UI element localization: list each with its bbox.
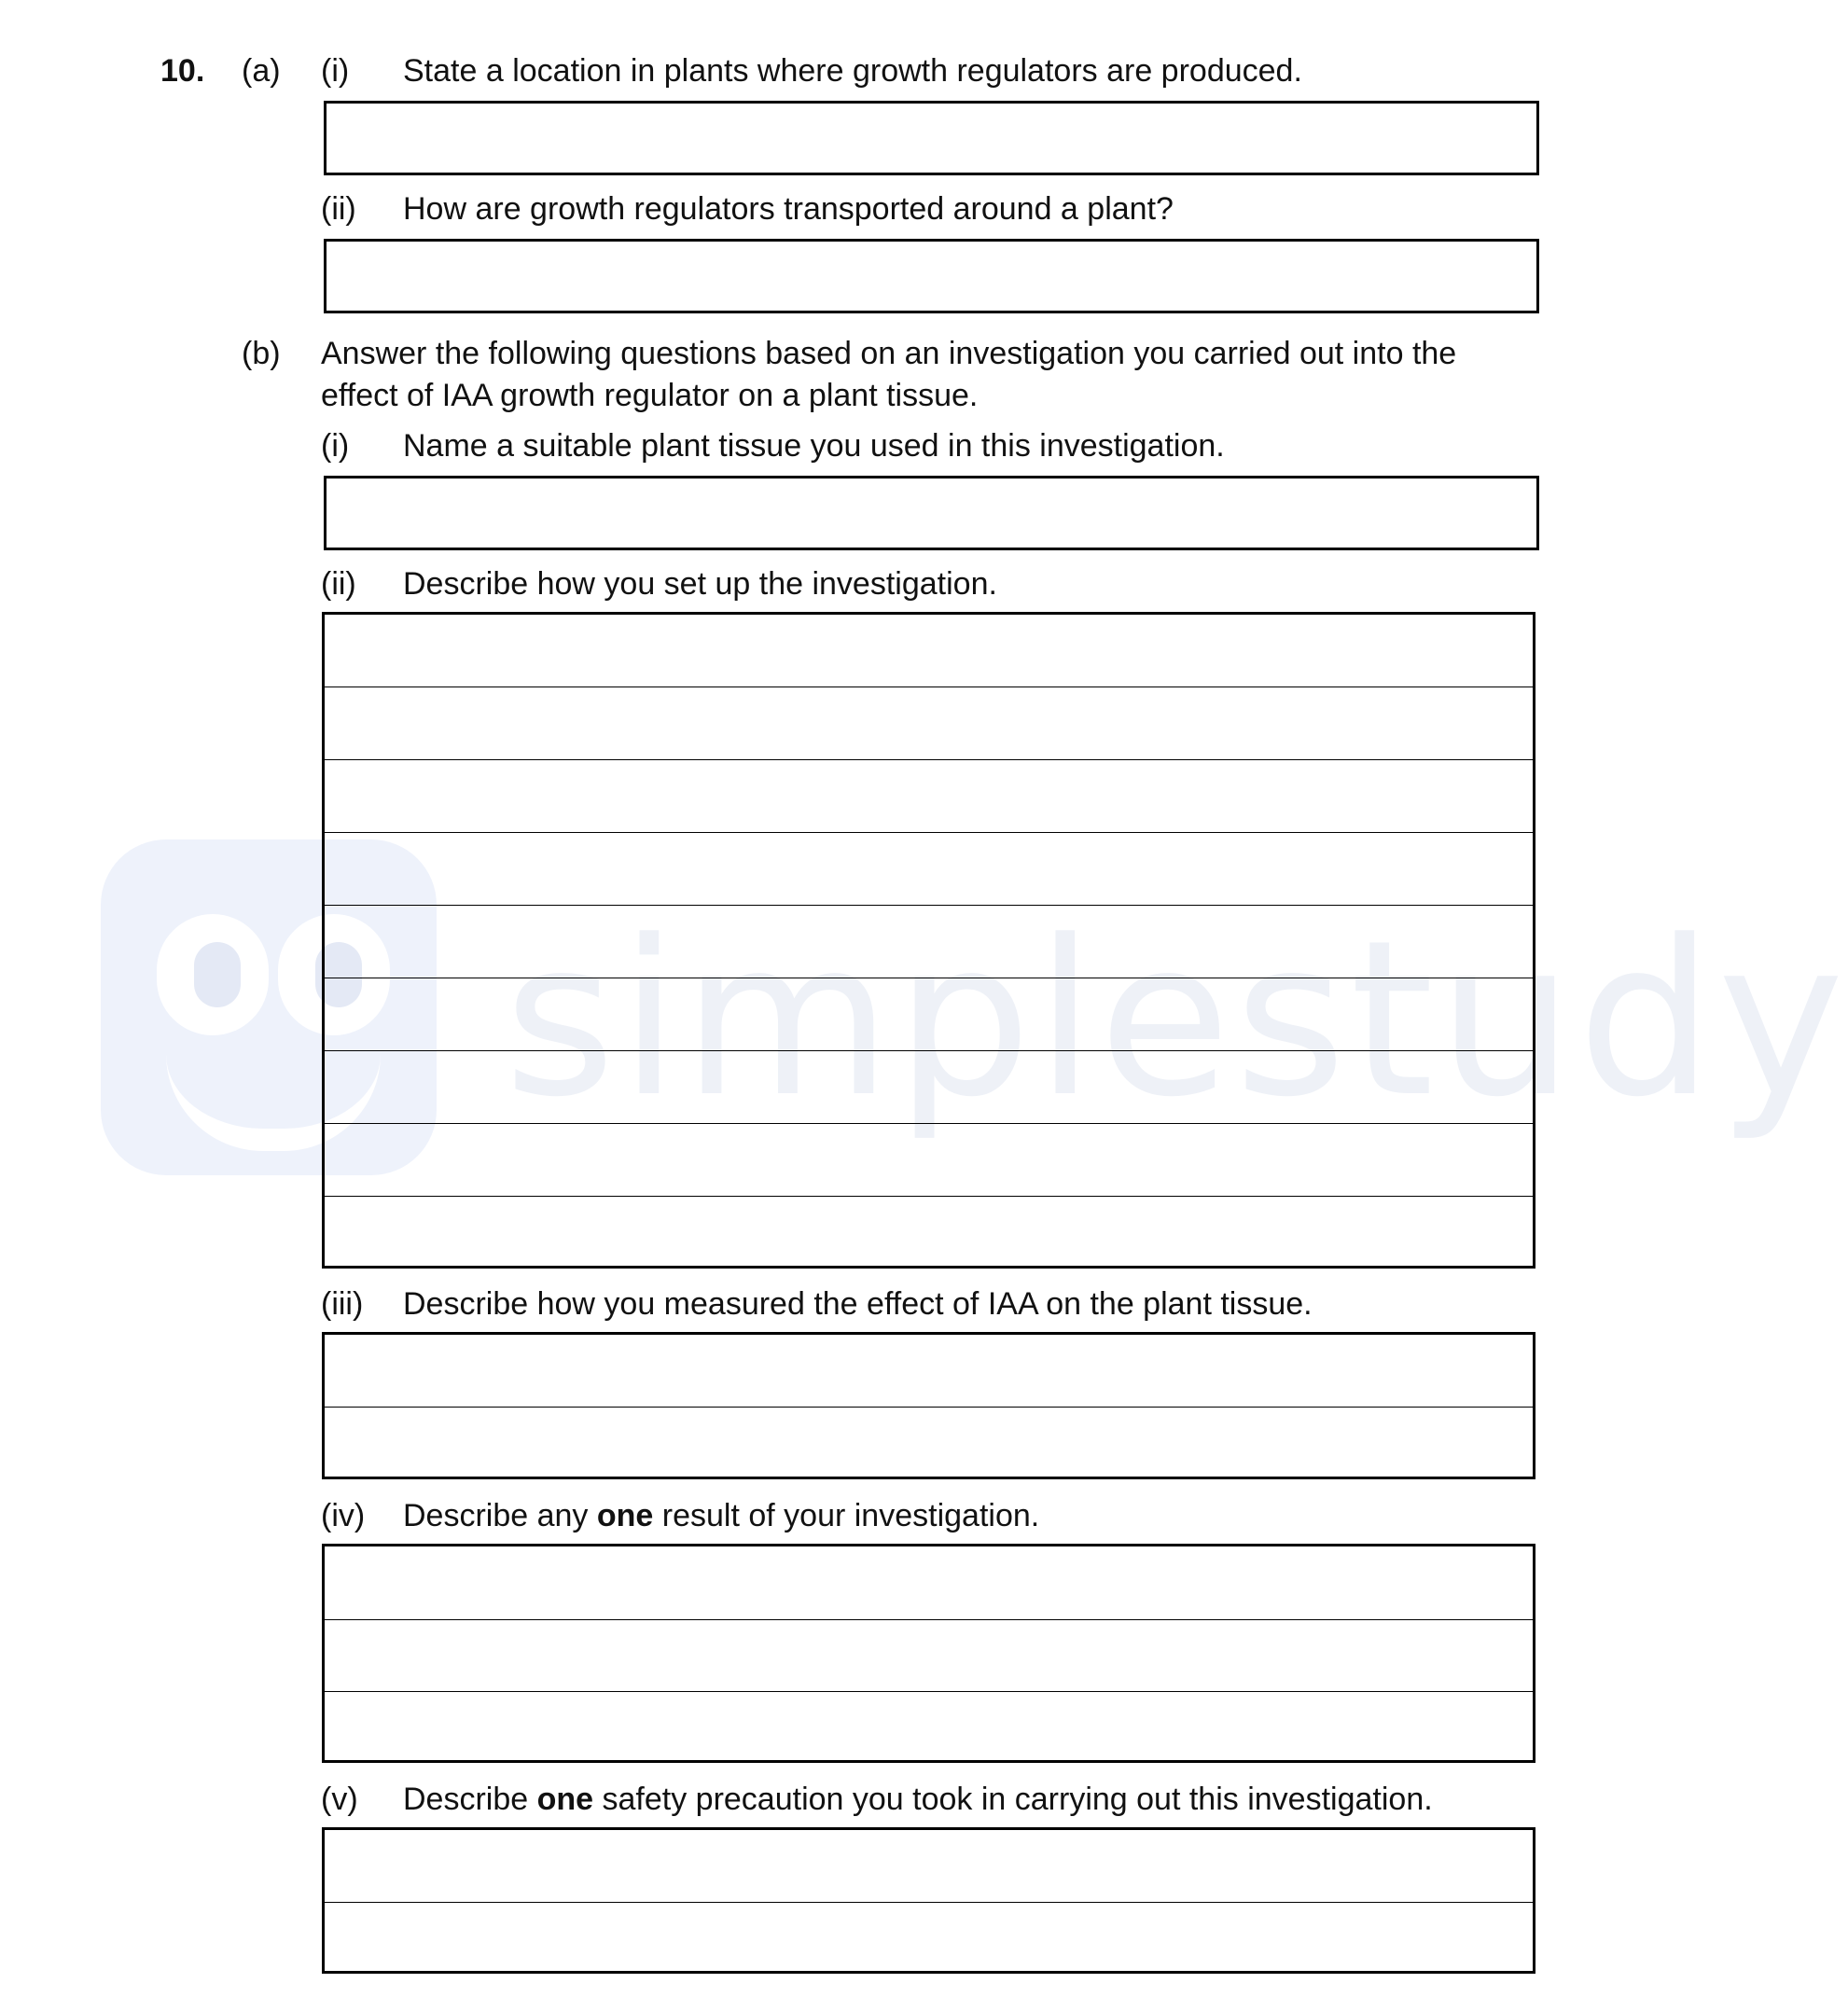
answer-box-a-ii[interactable] [324, 239, 1539, 313]
ruled-line [325, 1407, 1533, 1408]
part-b-ii-prompt: Describe how you set up the investigation. [403, 566, 997, 602]
ruled-line [325, 1902, 1533, 1903]
part-b-i-prompt: Name a suitable plant tissue you used in this investigation. [403, 428, 1225, 464]
part-b-iv-prompt-start: Describe any [403, 1498, 597, 1533]
part-b-label: (b) [242, 336, 281, 371]
question-number: 10. [160, 53, 205, 89]
ruled-line [325, 1123, 1533, 1124]
part-b-v-prompt-end: safety precaution you took in carrying out this investigation. [593, 1782, 1433, 1817]
part-a-ii-number: (ii) [321, 191, 356, 227]
part-a-ii-prompt: How are growth regulators transported around a plant? [403, 191, 1174, 227]
ruled-line [325, 905, 1533, 906]
answer-box-b-v[interactable] [322, 1827, 1535, 1974]
part-b-intro-line1: Answer the following questions based on an investigation you carried out into the [321, 336, 1457, 371]
part-b-iv-prompt [403, 1495, 1039, 1536]
part-b-iv-number: (iv) [321, 1498, 366, 1533]
ruled-line [325, 1691, 1533, 1692]
ruled-line [325, 1050, 1533, 1051]
part-b-iii-number: (iii) [321, 1286, 364, 1322]
part-b-i-number: (i) [321, 428, 350, 464]
part-b-intro-line2: effect of IAA growth regulator on a plant tissue. [321, 378, 979, 413]
part-b-v-prompt [403, 1779, 1433, 1820]
ruled-line [325, 1619, 1533, 1620]
part-b-v-number: (v) [321, 1782, 358, 1817]
watermark-text: simplestudy [504, 895, 1848, 1144]
part-b-v-prompt-start: Describe [403, 1782, 537, 1817]
ruled-line [325, 1196, 1533, 1197]
ruled-line [325, 759, 1533, 760]
answer-box-b-iii[interactable] [322, 1332, 1535, 1479]
part-b-iv-prompt-end: result of your investigation. [653, 1498, 1040, 1533]
part-b-iv-emphasis: one [596, 1498, 654, 1533]
part-b-iii-prompt: Describe how you measured the effect of IAA on the plant tissue. [403, 1286, 1313, 1322]
part-a-i-prompt: State a location in plants where growth regulators are produced. [403, 53, 1302, 89]
part-b-v-emphasis: one [536, 1782, 594, 1817]
answer-box-a-i[interactable] [324, 101, 1539, 175]
answer-box-b-iv[interactable] [322, 1544, 1535, 1763]
part-b-ii-number: (ii) [321, 566, 356, 602]
ruled-line [325, 832, 1533, 833]
part-a-label: (a) [242, 53, 281, 89]
part-a-i-number: (i) [321, 53, 350, 89]
answer-box-b-i[interactable] [324, 476, 1539, 550]
answer-box-b-ii[interactable] [322, 612, 1535, 1269]
